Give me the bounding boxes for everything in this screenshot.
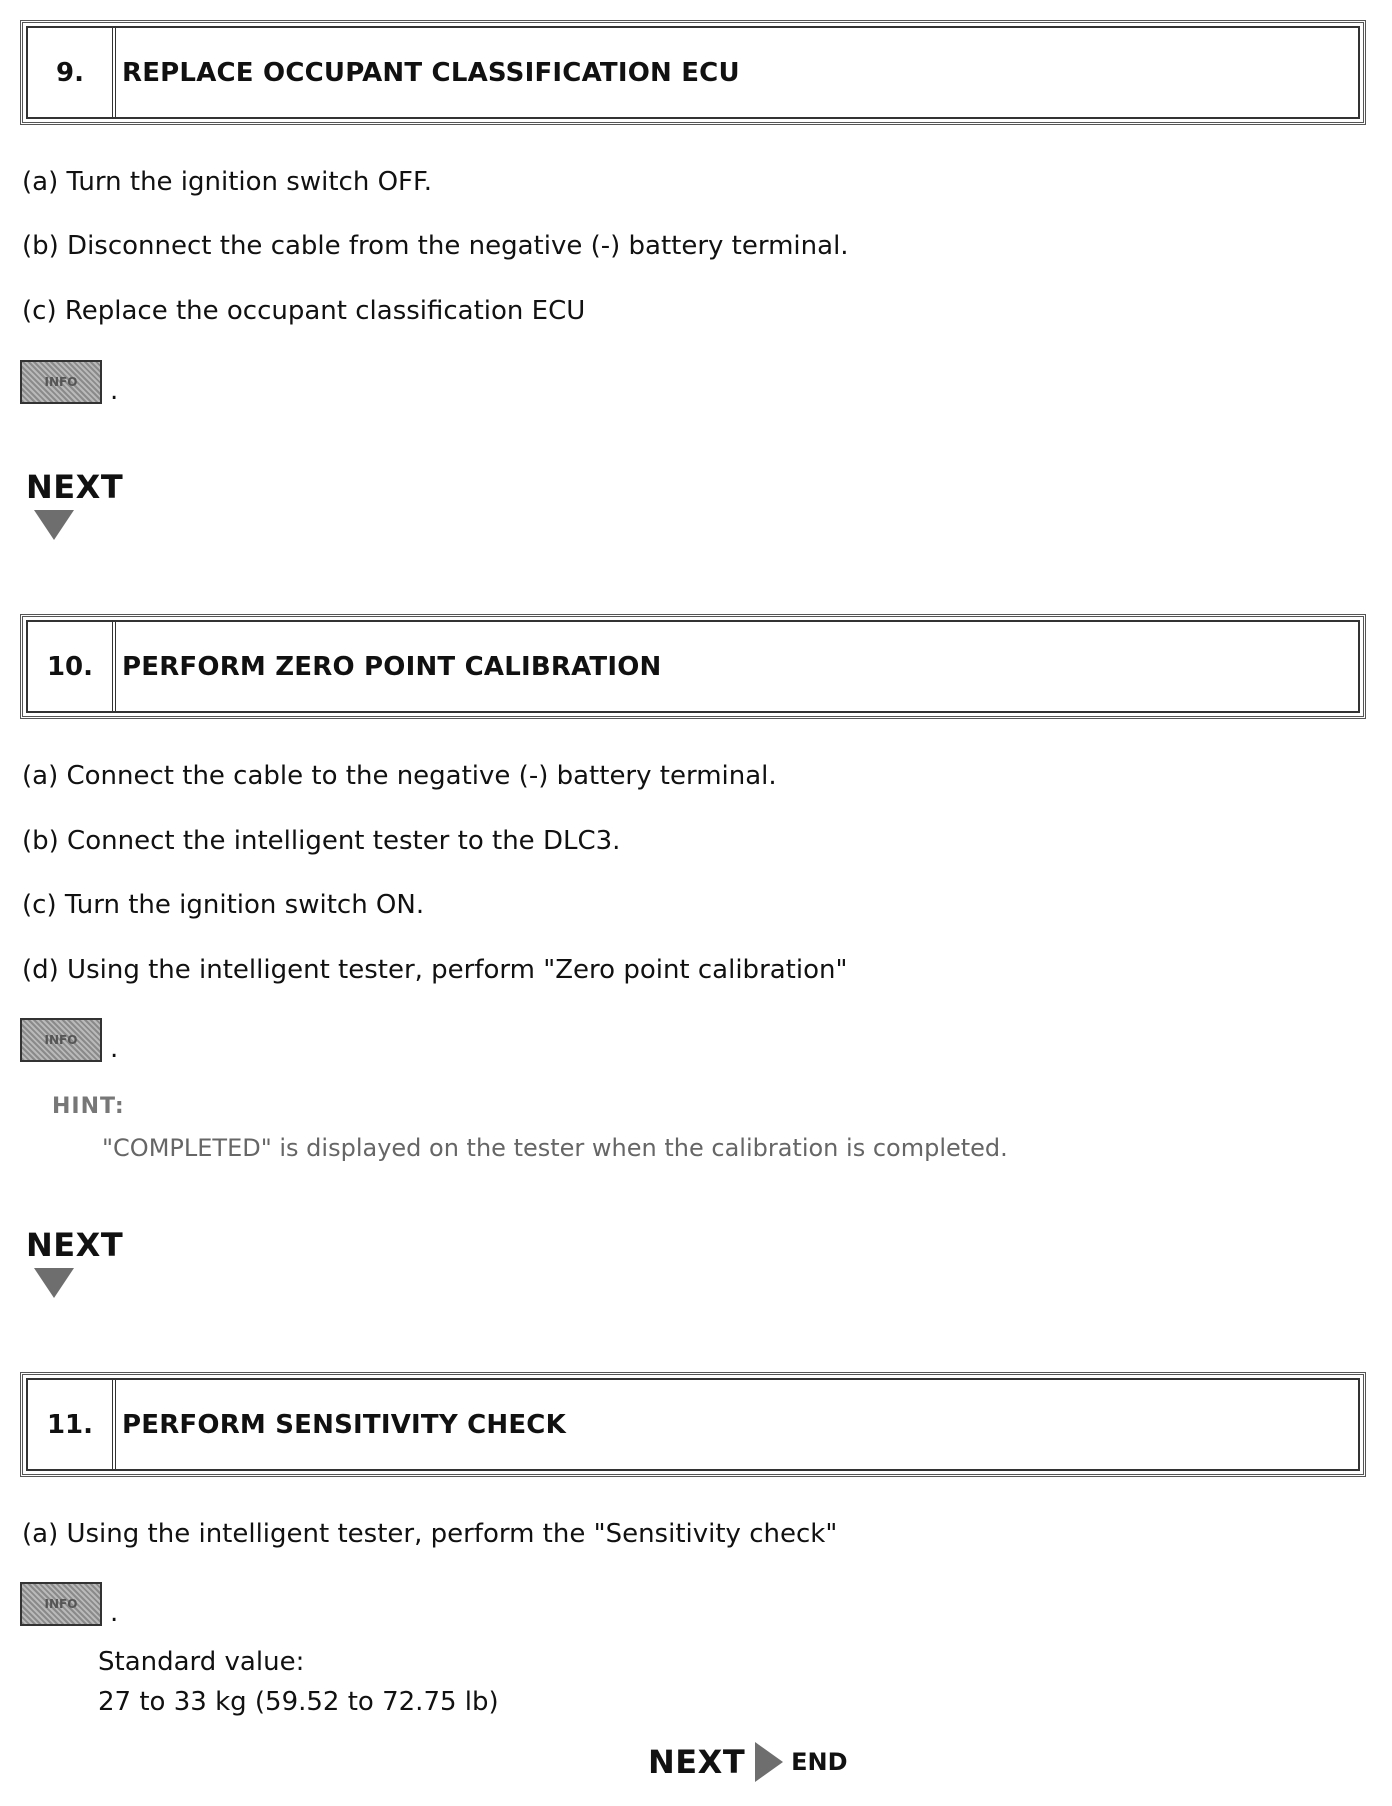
instruction-line: (a) Connect the cable to the negative (-) battery terminal.	[22, 761, 777, 791]
instruction-line: (b) Connect the intelligent tester to the DLC3.	[22, 826, 621, 856]
step-11-header-inner	[26, 1378, 1360, 1471]
hint-label: HINT:	[52, 1094, 125, 1119]
step-10-header	[20, 614, 1366, 719]
instruction-line: (b) Disconnect the cable from the negative (-) battery terminal.	[22, 231, 849, 261]
step-9-header-inner	[26, 26, 1360, 119]
triangle-down-icon	[34, 1268, 74, 1298]
info-icon[interactable]: INFO	[20, 1582, 102, 1626]
instruction-line: (a) Using the intelligent tester, perform the "Sensitivity check"	[22, 1519, 838, 1549]
standard-value-label: Standard value:	[98, 1647, 305, 1677]
step-title: PERFORM SENSITIVITY CHECK	[122, 1409, 566, 1440]
step-title: REPLACE OCCUPANT CLASSIFICATION ECU	[122, 57, 740, 88]
step-9-header	[20, 20, 1366, 125]
triangle-down-icon	[34, 510, 74, 540]
info-link-wrap	[20, 1016, 118, 1062]
step-title: PERFORM ZERO POINT CALIBRATION	[122, 651, 662, 682]
instruction-line: (c) Replace the occupant classification ECU	[22, 296, 586, 326]
next-label[interactable]: NEXT	[26, 468, 124, 506]
hint-text: "COMPLETED" is displayed on the tester when the calibration is completed.	[102, 1134, 1008, 1162]
step-number: 10.	[28, 622, 116, 711]
next-label[interactable]: NEXT	[648, 1743, 746, 1781]
info-link-wrap	[20, 1580, 118, 1626]
end-label[interactable]: END	[791, 1748, 848, 1776]
step-10-header-inner	[26, 620, 1360, 713]
info-suffix: .	[110, 1598, 119, 1628]
next-end-link[interactable]	[648, 1742, 848, 1782]
info-suffix: .	[110, 1034, 119, 1064]
step-number: 9.	[28, 28, 116, 117]
standard-value: 27 to 33 kg (59.52 to 72.75 lb)	[98, 1687, 499, 1717]
next-link-10[interactable]	[26, 1228, 123, 1298]
info-icon[interactable]: INFO	[20, 360, 102, 404]
instruction-line: (c) Turn the ignition switch ON.	[22, 890, 425, 920]
step-number: 11.	[28, 1380, 116, 1469]
info-link-wrap	[20, 358, 118, 404]
instruction-line: (a) Turn the ignition switch OFF.	[22, 167, 433, 197]
info-suffix: .	[110, 376, 119, 406]
next-label[interactable]: NEXT	[26, 1226, 124, 1264]
info-icon[interactable]: INFO	[20, 1018, 102, 1062]
triangle-right-icon	[755, 1742, 783, 1782]
step-11-header	[20, 1372, 1366, 1477]
next-link-9[interactable]	[26, 470, 123, 540]
instruction-line: (d) Using the intelligent tester, perform "Zero point calibration"	[22, 955, 848, 985]
